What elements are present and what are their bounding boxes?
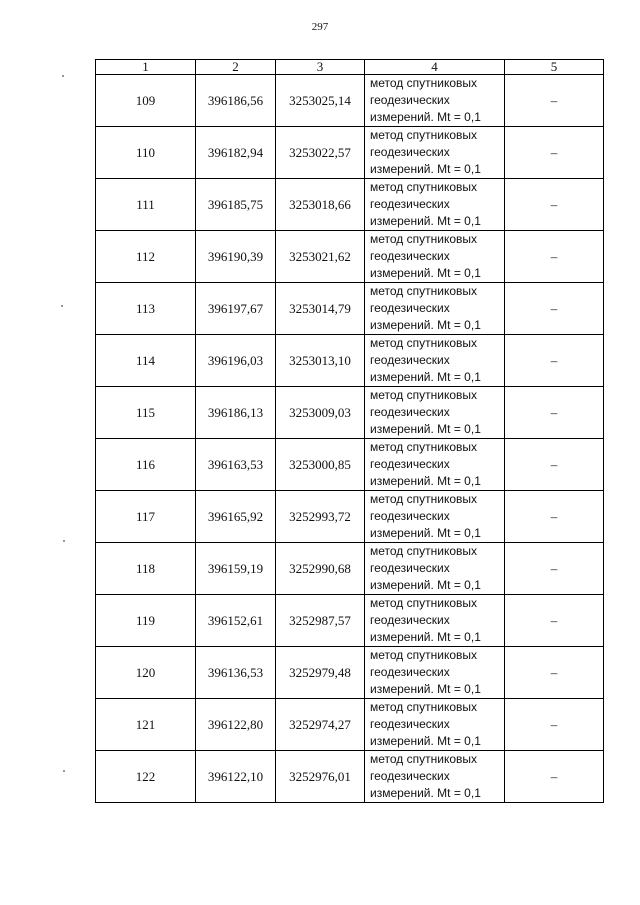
- method-line: геодезических: [370, 509, 450, 523]
- method-line: геодезических: [370, 93, 450, 107]
- scan-speck: [63, 770, 65, 772]
- x-coordinate-cell: 396165,92: [196, 491, 276, 543]
- header-col-1: 1: [96, 60, 196, 75]
- x-coordinate-cell: 396152,61: [196, 595, 276, 647]
- method-line: метод спутниковых: [370, 648, 478, 662]
- note-cell: –: [505, 283, 604, 335]
- point-number-cell: 111: [96, 179, 196, 231]
- method-line: измерений. Mt = 0,1: [370, 682, 481, 696]
- method-cell: [365, 647, 505, 699]
- y-coordinate-cell: 3252976,01: [276, 751, 365, 803]
- point-number-cell: 119: [96, 595, 196, 647]
- method-cell: [365, 335, 505, 387]
- note-cell: –: [505, 75, 604, 127]
- table-header: [96, 60, 604, 75]
- x-coordinate-cell: 396197,67: [196, 283, 276, 335]
- table-row: [96, 491, 604, 543]
- y-coordinate-cell: 3253018,66: [276, 179, 365, 231]
- method-line: измерений. Mt = 0,1: [370, 474, 481, 488]
- method-cell: [365, 231, 505, 283]
- table-row: [96, 751, 604, 803]
- header-col-5: 5: [505, 60, 604, 75]
- table-row: [96, 335, 604, 387]
- y-coordinate-cell: 3253009,03: [276, 387, 365, 439]
- point-number-cell: 120: [96, 647, 196, 699]
- table-row: [96, 699, 604, 751]
- note-cell: –: [505, 491, 604, 543]
- y-coordinate-cell: 3253025,14: [276, 75, 365, 127]
- point-number-cell: 122: [96, 751, 196, 803]
- method-line: геодезических: [370, 405, 450, 419]
- method-line: метод спутниковых: [370, 128, 478, 142]
- note-cell: –: [505, 647, 604, 699]
- method-line: измерений. Mt = 0,1: [370, 214, 481, 228]
- y-coordinate-cell: 3253021,62: [276, 231, 365, 283]
- method-line: измерений. Mt = 0,1: [370, 110, 481, 124]
- method-line: метод спутниковых: [370, 284, 478, 298]
- method-line: измерений. Mt = 0,1: [370, 266, 481, 280]
- x-coordinate-cell: 396159,19: [196, 543, 276, 595]
- scan-speck: [63, 540, 65, 542]
- table-row: [96, 127, 604, 179]
- x-coordinate-cell: 396122,80: [196, 699, 276, 751]
- y-coordinate-cell: 3253000,85: [276, 439, 365, 491]
- method-line: измерений. Mt = 0,1: [370, 734, 481, 748]
- table-row: [96, 179, 604, 231]
- method-line: метод спутниковых: [370, 232, 478, 246]
- method-cell: [365, 179, 505, 231]
- x-coordinate-cell: 396122,10: [196, 751, 276, 803]
- method-line: измерений. Mt = 0,1: [370, 786, 481, 800]
- method-cell: [365, 439, 505, 491]
- method-line: измерений. Mt = 0,1: [370, 630, 481, 644]
- method-cell: [365, 491, 505, 543]
- page-number: 297: [311, 21, 329, 33]
- method-cell: [365, 127, 505, 179]
- method-line: измерений. Mt = 0,1: [370, 162, 481, 176]
- table-row: [96, 283, 604, 335]
- method-line: измерений. Mt = 0,1: [370, 578, 481, 592]
- point-number-cell: 117: [96, 491, 196, 543]
- y-coordinate-cell: 3252979,48: [276, 647, 365, 699]
- method-line: метод спутниковых: [370, 440, 478, 454]
- note-cell: –: [505, 127, 604, 179]
- table-row: [96, 595, 604, 647]
- y-coordinate-cell: 3252974,27: [276, 699, 365, 751]
- method-line: геодезических: [370, 353, 450, 367]
- method-line: геодезических: [370, 717, 450, 731]
- header-row: [96, 60, 604, 75]
- method-line: геодезических: [370, 613, 450, 627]
- note-cell: –: [505, 231, 604, 283]
- scan-speck: [61, 305, 63, 307]
- table-body: [96, 75, 604, 803]
- header-col-2: 2: [196, 60, 276, 75]
- method-line: геодезических: [370, 457, 450, 471]
- method-line: геодезических: [370, 301, 450, 315]
- table-row: [96, 75, 604, 127]
- point-number-cell: 114: [96, 335, 196, 387]
- note-cell: –: [505, 595, 604, 647]
- method-line: метод спутниковых: [370, 700, 478, 714]
- method-cell: [365, 543, 505, 595]
- method-line: метод спутниковых: [370, 388, 478, 402]
- point-number-cell: 110: [96, 127, 196, 179]
- method-line: метод спутниковых: [370, 596, 478, 610]
- method-line: измерений. Mt = 0,1: [370, 318, 481, 332]
- note-cell: –: [505, 751, 604, 803]
- point-number-cell: 113: [96, 283, 196, 335]
- note-cell: –: [505, 335, 604, 387]
- point-number-cell: 118: [96, 543, 196, 595]
- method-cell: [365, 595, 505, 647]
- point-number-cell: 112: [96, 231, 196, 283]
- note-cell: –: [505, 439, 604, 491]
- y-coordinate-cell: 3253014,79: [276, 283, 365, 335]
- y-coordinate-cell: 3252987,57: [276, 595, 365, 647]
- point-number-cell: 109: [96, 75, 196, 127]
- y-coordinate-cell: 3252993,72: [276, 491, 365, 543]
- method-line: метод спутниковых: [370, 180, 478, 194]
- x-coordinate-cell: 396182,94: [196, 127, 276, 179]
- method-line: геодезических: [370, 145, 450, 159]
- x-coordinate-cell: 396186,13: [196, 387, 276, 439]
- x-coordinate-cell: 396186,56: [196, 75, 276, 127]
- table-row: [96, 439, 604, 491]
- header-col-4: 4: [365, 60, 505, 75]
- method-cell: [365, 699, 505, 751]
- method-line: метод спутниковых: [370, 336, 478, 350]
- x-coordinate-cell: 396136,53: [196, 647, 276, 699]
- y-coordinate-cell: 3253022,57: [276, 127, 365, 179]
- method-line: геодезических: [370, 249, 450, 263]
- y-coordinate-cell: 3252990,68: [276, 543, 365, 595]
- method-line: геодезических: [370, 769, 450, 783]
- method-cell: [365, 751, 505, 803]
- table-row: [96, 543, 604, 595]
- method-line: измерений. Mt = 0,1: [370, 370, 481, 384]
- method-line: измерений. Mt = 0,1: [370, 422, 481, 436]
- method-cell: [365, 387, 505, 439]
- note-cell: –: [505, 387, 604, 439]
- coordinates-table: [95, 59, 604, 803]
- point-number-cell: 116: [96, 439, 196, 491]
- point-number-cell: 121: [96, 699, 196, 751]
- method-line: метод спутниковых: [370, 752, 478, 766]
- note-cell: –: [505, 543, 604, 595]
- method-line: измерений. Mt = 0,1: [370, 526, 481, 540]
- method-line: метод спутниковых: [370, 544, 478, 558]
- x-coordinate-cell: 396196,03: [196, 335, 276, 387]
- method-line: геодезических: [370, 561, 450, 575]
- method-line: геодезических: [370, 197, 450, 211]
- table-row: [96, 387, 604, 439]
- method-cell: [365, 283, 505, 335]
- y-coordinate-cell: 3253013,10: [276, 335, 365, 387]
- method-line: метод спутниковых: [370, 76, 478, 90]
- scan-speck: [62, 75, 64, 77]
- x-coordinate-cell: 396163,53: [196, 439, 276, 491]
- x-coordinate-cell: 396190,39: [196, 231, 276, 283]
- note-cell: –: [505, 179, 604, 231]
- method-line: геодезических: [370, 665, 450, 679]
- point-number-cell: 115: [96, 387, 196, 439]
- table-row: [96, 231, 604, 283]
- header-col-3: 3: [276, 60, 365, 75]
- method-cell: [365, 75, 505, 127]
- table-row: [96, 647, 604, 699]
- method-line: метод спутниковых: [370, 492, 478, 506]
- x-coordinate-cell: 396185,75: [196, 179, 276, 231]
- note-cell: –: [505, 699, 604, 751]
